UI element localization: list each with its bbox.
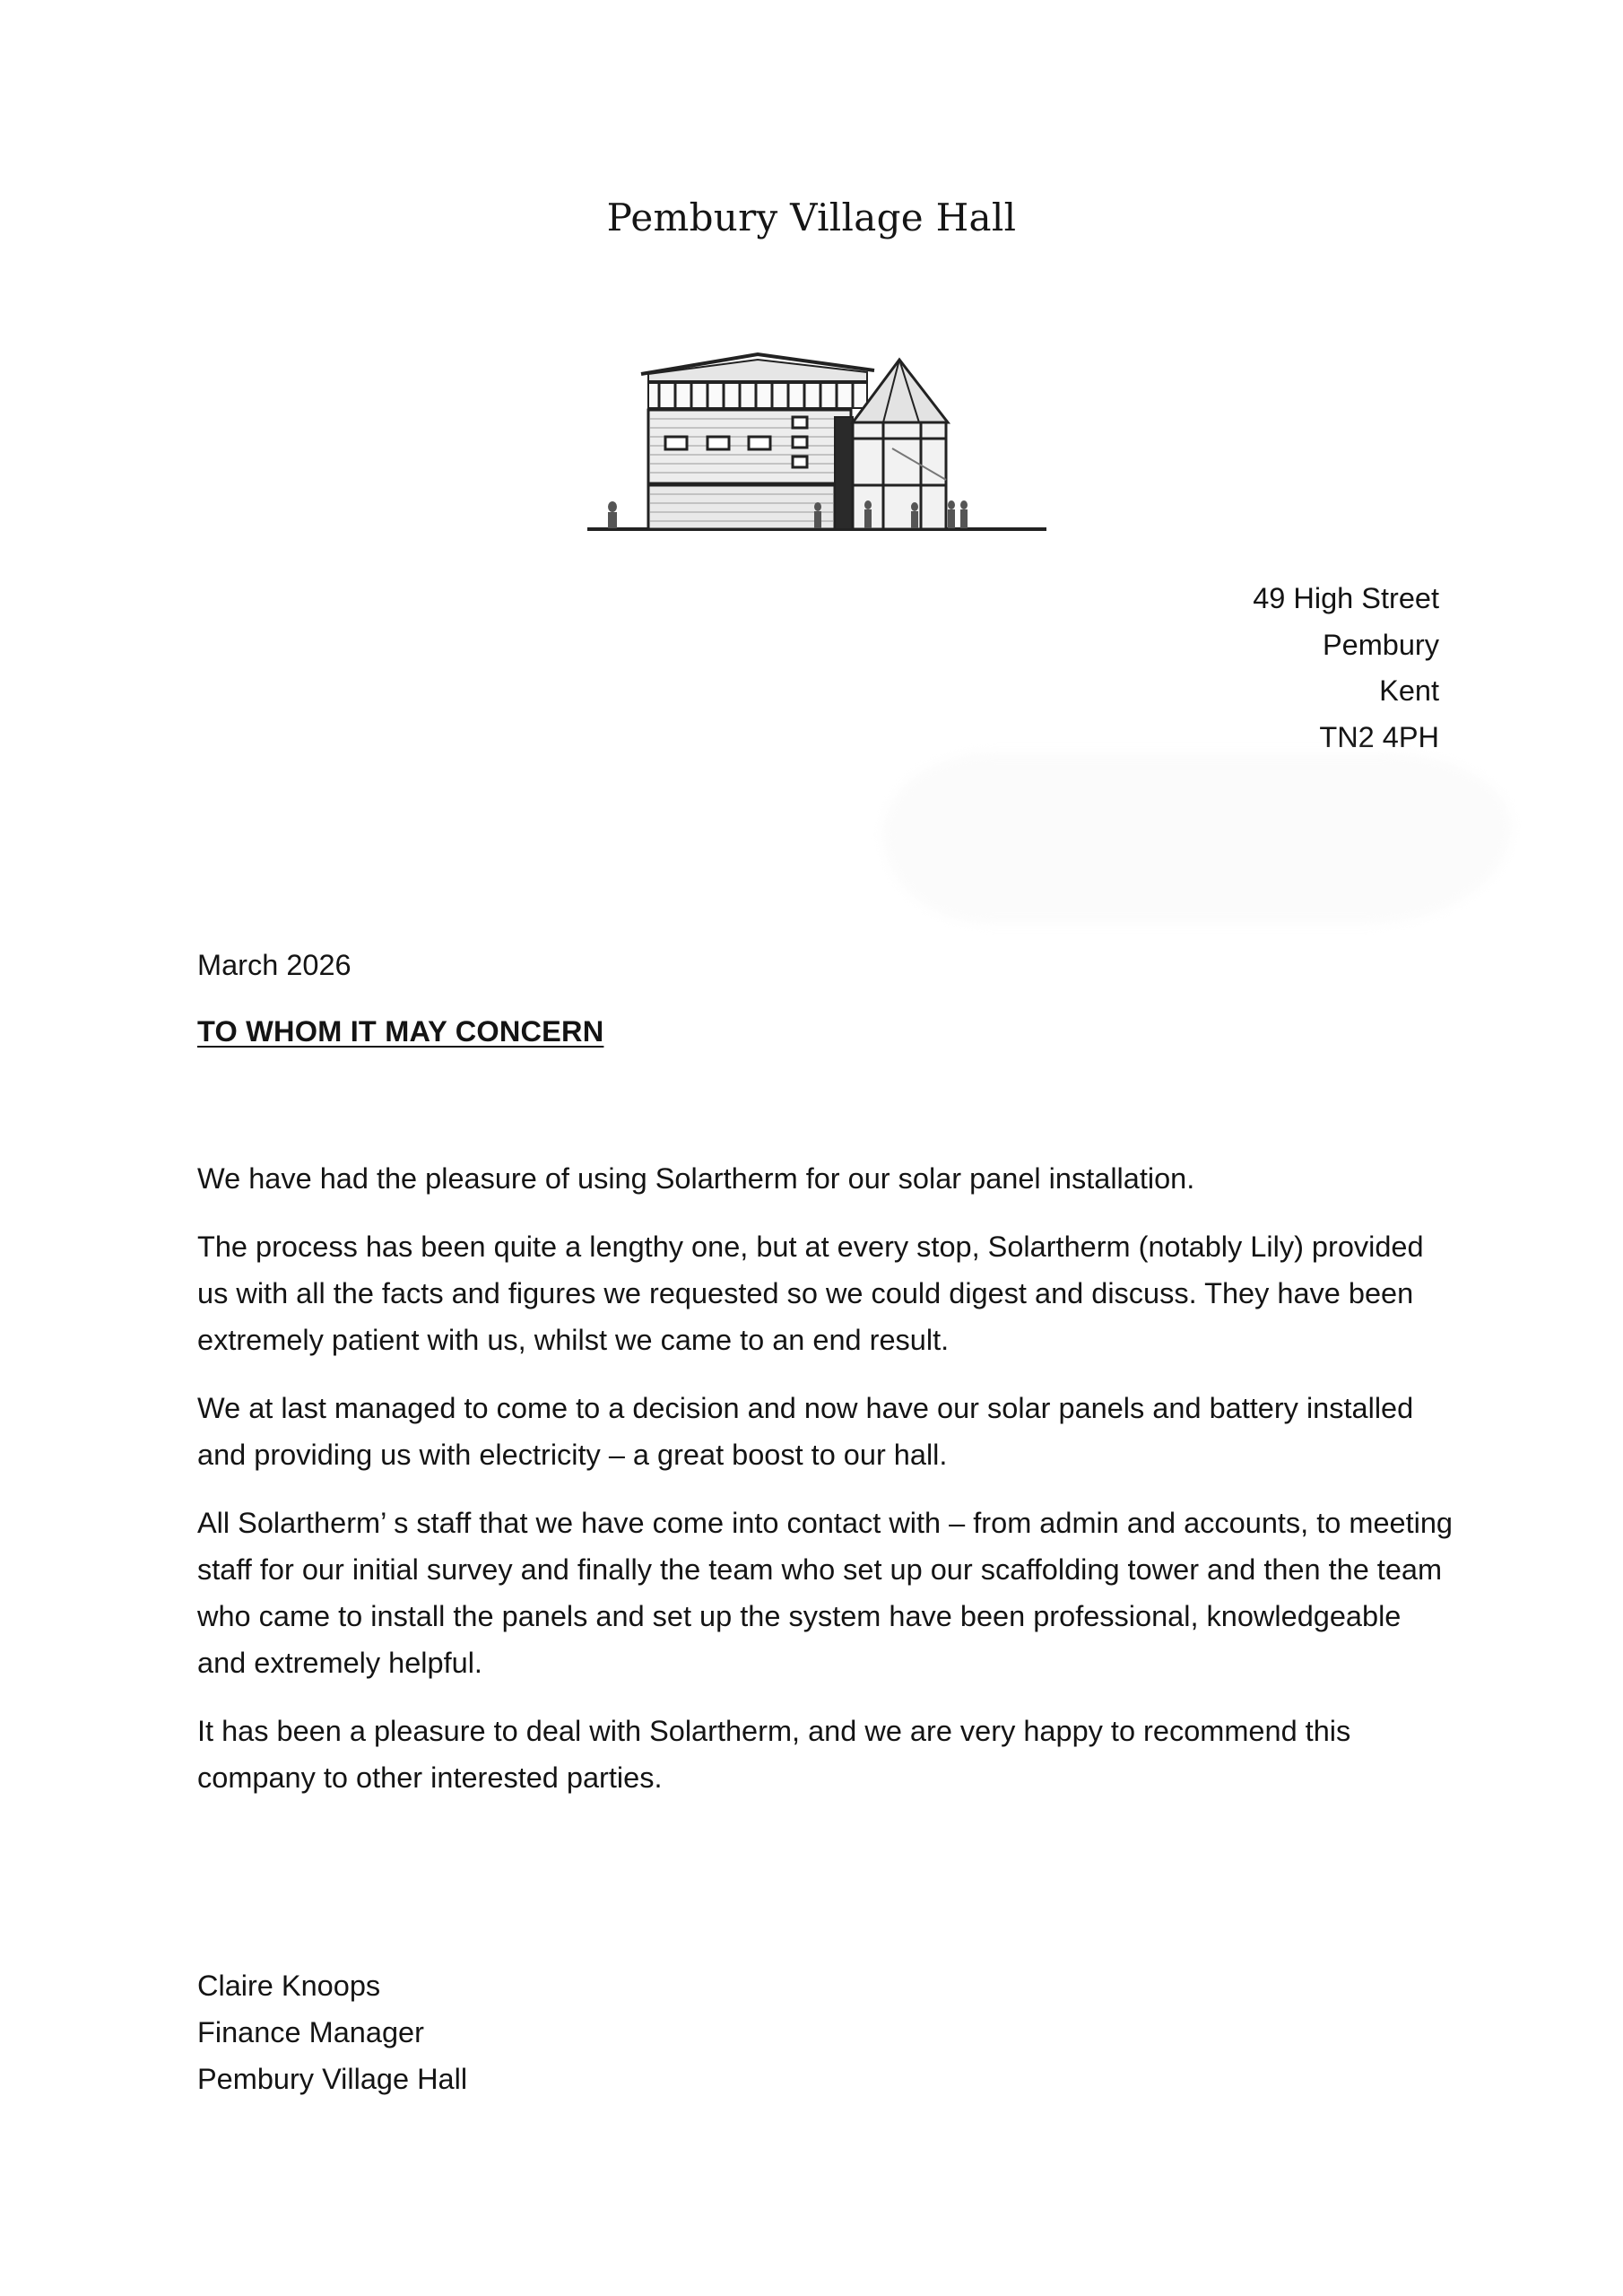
address-line-postcode: TN2 4PH — [1319, 720, 1439, 753]
paragraph: We have had the pleasure of using Solartherm for our solar panel installation. — [197, 1162, 1195, 1195]
paragraph: It has been a pleasure to deal with Solartherm, and we are very happy to recommend this company to other interested parties. — [197, 1715, 1351, 1794]
letter-salutation: TO WHOM IT MAY CONCERN — [197, 1015, 604, 1048]
signature-block — [197, 1962, 467, 2102]
sender-address — [1253, 576, 1439, 761]
letter-body — [197, 1155, 1453, 1822]
paragraph: The process has been quite a lengthy one, but at every stop, Solartherm (notably Lily) provided us with all the facts and figures we requested so we could digest and discuss. They have been extremely patient with us, whilst we came to an end result. — [197, 1231, 1424, 1356]
address-line-street: 49 High Street — [1253, 582, 1439, 614]
paragraph: We at last managed to come to a decision and now have our solar panels and battery installed and providing us with electricity – a great boost to our hall. — [197, 1392, 1414, 1471]
signatory-organization: Pembury Village Hall — [197, 2063, 468, 2095]
signatory-name: Claire Knoops — [197, 1970, 381, 2002]
paragraph: All Solartherm’ s staff that we have come into contact with – from admin and accounts, to meeting staff for our initial survey and finally the team who set up our scaffolding tower and then the team who came to install the panels and set up the system have been professional, knowledgeable and extremely helpful. — [197, 1507, 1453, 1679]
letter-date: March 2026 — [197, 949, 352, 981]
address-line-county: Kent — [1379, 674, 1439, 707]
letterhead-title: Pembury Village Hall — [606, 196, 1017, 239]
village-hall-building-sketch-icon — [587, 327, 1046, 538]
signatory-role: Finance Manager — [197, 2016, 424, 2048]
redaction-smudge — [883, 753, 1511, 924]
address-line-town: Pembury — [1322, 628, 1439, 661]
